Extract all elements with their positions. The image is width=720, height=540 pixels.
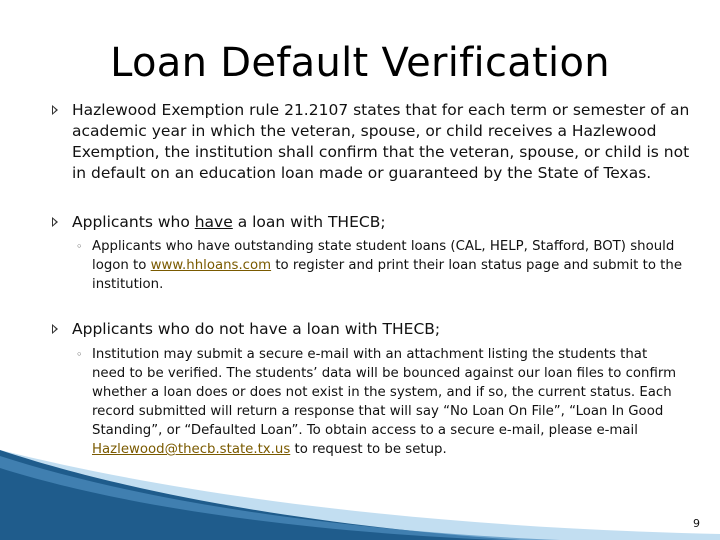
sub-bullet-text	[92, 237, 684, 294]
page-title: Loan Default Verification	[110, 40, 610, 86]
text-part: Applicants who	[72, 213, 195, 231]
page-number: 9	[693, 517, 700, 530]
text-part: Institution may submit a secure e-mail with an attachment listing the students that need to be verified. The students’ data will be bounced against our loan files to confirm whether a loan does or does not exist in the system, and if so, the current status. Each record submitted will return a response that will say “No Loan On File”, “Loan In Good Standing”, or “Defaulted Loan”. To obtain access to a secure e-mail, please e-mail	[92, 347, 677, 438]
text-part: to request to be setup.	[290, 442, 447, 457]
circle-bullet-icon: ◦	[76, 240, 83, 253]
decorative-swoosh	[0, 450, 720, 540]
text-part: Applicants who have outstanding state student loans (CAL, HELP, Stafford, BOT) should logon to	[92, 239, 675, 273]
hhloans-link[interactable]: www.hhloans.com	[150, 258, 272, 273]
arrow-bullet-icon	[52, 217, 58, 227]
hazlewood-email-link[interactable]: Hazlewood@thecb.state.tx.us	[92, 442, 291, 457]
underlined-word: have	[194, 213, 233, 231]
bullet-no-loan	[52, 319, 692, 340]
text-part: to register and print their loan status page and submit to the institution.	[92, 258, 682, 292]
text-part: a loan with THECB;	[232, 213, 386, 231]
sub-bullet-no-loan	[72, 345, 684, 459]
sub-bullet-text	[92, 345, 684, 459]
circle-bullet-icon: ◦	[76, 348, 83, 361]
sub-bullet-have-loan	[72, 237, 684, 294]
bullet-hazlewood-rule	[52, 100, 692, 184]
bullet-text: Hazlewood Exemption rule 21.2107 states that for each term or semester of an academic year in which the veteran, spouse, or child receives a Hazlewood Exemption, the institution shall confirm that the veteran, spouse, or child is not in default on an education loan made or guaranteed by the State of Texas.	[72, 101, 690, 182]
bullet-have-loan	[52, 212, 692, 233]
bullet-text	[72, 212, 692, 233]
arrow-bullet-icon	[52, 105, 58, 115]
bullet-text: Applicants who do not have a loan with THECB;	[72, 320, 441, 338]
arrow-bullet-icon	[52, 324, 58, 334]
